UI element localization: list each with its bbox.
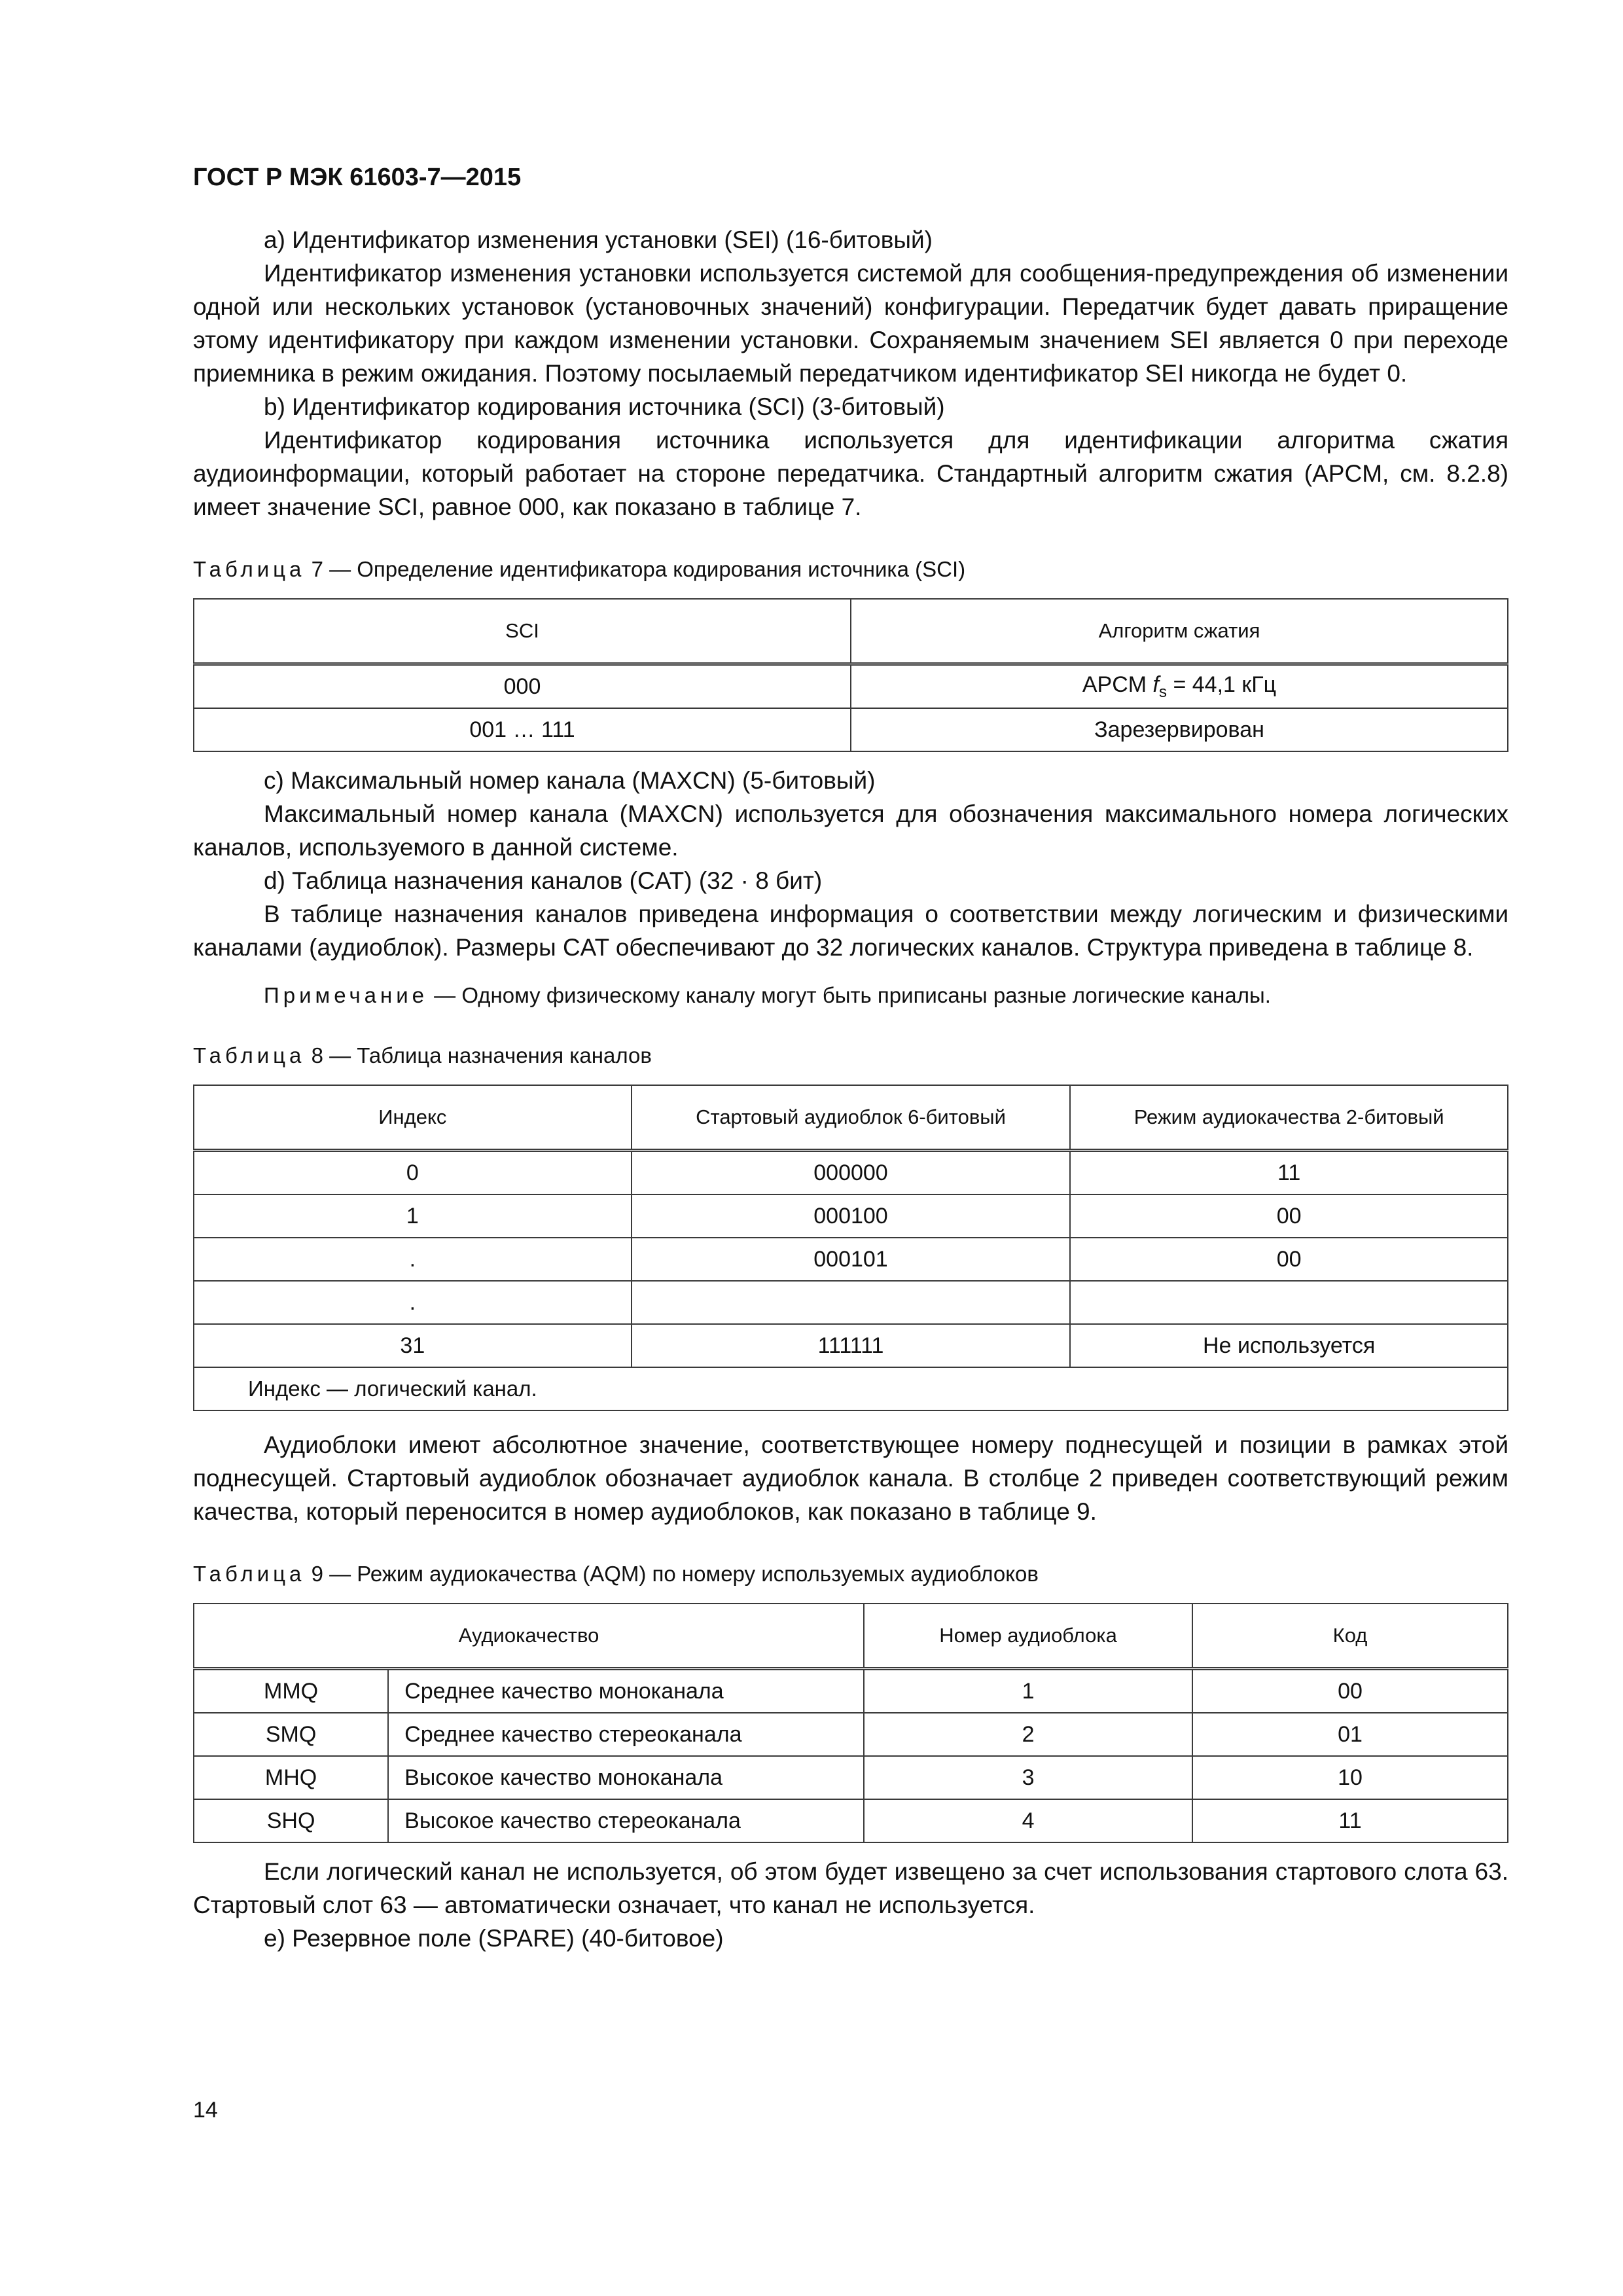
table7-cell-algo	[851, 664, 1508, 709]
table7-cell-sci: 001 … 111	[194, 708, 851, 751]
note-word: Примечание	[264, 983, 429, 1007]
item-a-title: a) Идентификатор изменения установки (SEI) (16-битовый)	[264, 226, 933, 253]
table9-header-row	[194, 1604, 1508, 1669]
item-b-title: b) Идентификатор кодирования источника (SCI) (3-битовый)	[264, 393, 945, 420]
table9-caption-text: 9 — Режим аудиокачества (AQM) по номеру используемых аудиоблоков	[311, 1562, 1039, 1586]
document-header: ГОСТ Р МЭК 61603-7—2015	[193, 164, 522, 191]
table-row	[194, 1713, 1508, 1756]
item-d-text: В таблице назначения каналов приведена информация о соответствии между логическим и физическими каналами (аудиоблок). Размеры CAT обеспечивают до 32 логических каналов. Структура приведена в таблице 8.	[193, 901, 1508, 961]
table9-cell-number: 4	[864, 1799, 1192, 1842]
table9-caption-word: Таблица	[193, 1562, 306, 1586]
table7-cell-sci: 000	[194, 664, 851, 709]
table-row	[194, 1756, 1508, 1799]
document-page	[193, 164, 1508, 1955]
table8-cell: 00	[1070, 1194, 1508, 1238]
table-8	[193, 1085, 1508, 1411]
algo-suffix: = 44,1 кГц	[1167, 672, 1277, 697]
para-after-table9: Если логический канал не используется, об этом будет извещено за счет использования стартового слота 63. Стартовый слот 63 — автоматически означает, что канал не используется.	[193, 1858, 1508, 1918]
note	[193, 981, 1508, 1010]
table-row	[194, 1151, 1508, 1195]
note-text: — Одному физическому каналу могут быть приписаны разные логические каналы.	[428, 983, 1271, 1007]
table9-cell-desc: Среднее качество моноканала	[388, 1669, 864, 1713]
table9-caption	[193, 1560, 1508, 1588]
item-e-title: e) Резервное поле (SPARE) (40-битовое)	[264, 1925, 724, 1952]
table7-caption-word: Таблица	[193, 557, 306, 581]
algo-prefix: APCM	[1082, 672, 1153, 697]
algo-var: f	[1152, 672, 1159, 697]
table-row	[194, 708, 1508, 751]
table9-cell-code: 01	[1192, 1713, 1508, 1756]
table-7	[193, 598, 1508, 752]
table8-cell: 000000	[632, 1151, 1071, 1195]
table9-cell-abbr: SHQ	[194, 1799, 388, 1842]
table9-header-quality: Аудиокачество	[194, 1604, 864, 1669]
table8-header-row	[194, 1085, 1508, 1151]
table9-header-block-number: Номер аудиоблока	[864, 1604, 1192, 1669]
item-b-text: Идентификатор кодирования источника используется для идентификации алгоритма сжатия аудиоинформации, который работает на стороне передатчика. Стандартный алгоритм сжатия (APCM, см. 8.2.8) имеет значение SCI, равное 000, как показано в таблице 7.	[193, 427, 1508, 520]
table7-caption-text: 7 — Определение идентификатора кодирования источника (SCI)	[311, 557, 966, 581]
table8-header-quality-mode: Режим аудиокачества 2-битовый	[1070, 1085, 1508, 1151]
table-row	[194, 1194, 1508, 1238]
table8-header-start-block: Стартовый аудиоблок 6-битовый	[632, 1085, 1071, 1151]
table-row	[194, 1238, 1508, 1281]
table-row	[194, 1669, 1508, 1713]
table-row	[194, 1324, 1508, 1367]
table-9	[193, 1603, 1508, 1843]
table9-cell-code: 10	[1192, 1756, 1508, 1799]
table8-cell: .	[194, 1238, 632, 1281]
table9-cell-abbr: MHQ	[194, 1756, 388, 1799]
table8-cell: Не используется	[1070, 1324, 1508, 1367]
table8-cell: 0	[194, 1151, 632, 1195]
table-row	[194, 1799, 1508, 1842]
table8-cell: 1	[194, 1194, 632, 1238]
table-row	[194, 1281, 1508, 1324]
table8-cell: 111111	[632, 1324, 1071, 1367]
table9-cell-abbr: MMQ	[194, 1669, 388, 1713]
table9-header-code: Код	[1192, 1604, 1508, 1669]
table8-cell	[632, 1281, 1071, 1324]
table9-cell-number: 3	[864, 1756, 1192, 1799]
table8-caption-text: 8 — Таблица назначения каналов	[311, 1043, 652, 1067]
table8-caption	[193, 1041, 1508, 1070]
table8-footnote: Индекс — логический канал.	[194, 1367, 1508, 1410]
table9-cell-number: 2	[864, 1713, 1192, 1756]
table8-cell: 000100	[632, 1194, 1071, 1238]
table9-cell-desc: Среднее качество стереоканала	[388, 1713, 864, 1756]
table8-caption-word: Таблица	[193, 1043, 306, 1067]
table9-cell-code: 00	[1192, 1669, 1508, 1713]
table7-cell-algo: Зарезервирован	[851, 708, 1508, 751]
table7-header-row	[194, 599, 1508, 664]
item-a-text: Идентификатор изменения установки используется системой для сообщения-предупреждения об изменении одной или нескольких установок (установочных значений) конфигурации. Передатчик будет давать приращение этому идентификатору при каждом изменении установки. Сохраняемым значением SEI является 0 при переходе приемника в режим ожидания. Поэтому посылаемый передатчиком идентификатор SEI никогда не будет 0.	[193, 260, 1508, 387]
table8-cell: 00	[1070, 1238, 1508, 1281]
table9-cell-desc: Высокое качество моноканала	[388, 1756, 864, 1799]
table8-header-index: Индекс	[194, 1085, 632, 1151]
table-row	[194, 664, 1508, 709]
table8-cell	[1070, 1281, 1508, 1324]
table8-cell: 000101	[632, 1238, 1071, 1281]
table8-cell: .	[194, 1281, 632, 1324]
table9-cell-number: 1	[864, 1669, 1192, 1713]
para-after-table8: Аудиоблоки имеют абсолютное значение, соответствующее номеру поднесущей и позиции в рамках этой поднесущей. Стартовый аудиоблок обозначает аудиоблок канала. В столбце 2 приведен соответствующий режим качества, который переносится в номер аудиоблоков, как показано в таблице 9.	[193, 1431, 1508, 1525]
algo-sub: s	[1159, 683, 1167, 701]
table8-cell: 31	[194, 1324, 632, 1367]
table8-cell: 11	[1070, 1151, 1508, 1195]
table9-cell-abbr: SMQ	[194, 1713, 388, 1756]
item-c-title: c) Максимальный номер канала (MAXCN) (5-битовый)	[264, 767, 876, 794]
table9-cell-code: 11	[1192, 1799, 1508, 1842]
table7-caption	[193, 555, 1508, 584]
table7-header-algo: Алгоритм сжатия	[851, 599, 1508, 664]
table8-footnote-row	[194, 1367, 1508, 1410]
page-number: 14	[193, 2098, 218, 2123]
table9-cell-desc: Высокое качество стереоканала	[388, 1799, 864, 1842]
item-d-title: d) Таблица назначения каналов (CAT) (32 · 8 бит)	[264, 867, 823, 894]
item-c-text: Максимальный номер канала (MAXCN) используется для обозначения максимального номера логических каналов, используемого в данной системе.	[193, 800, 1508, 861]
table7-header-sci: SCI	[194, 599, 851, 664]
